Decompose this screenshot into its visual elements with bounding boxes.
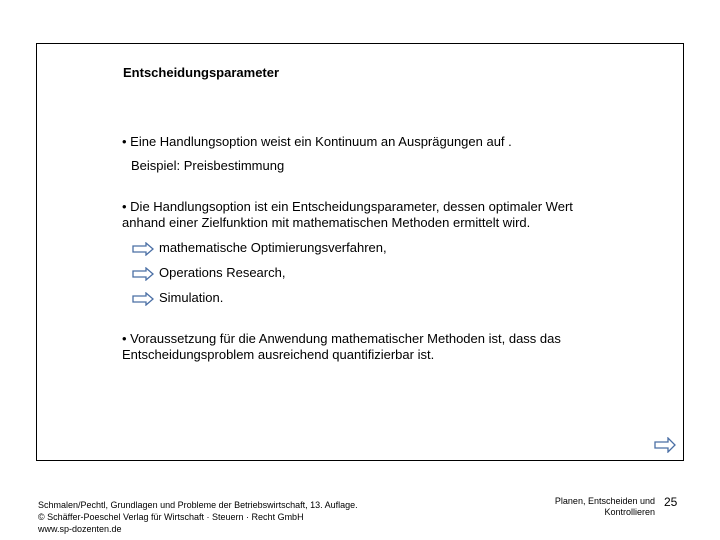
next-slide-button[interactable] xyxy=(654,437,676,458)
chapter-line: Kontrollieren xyxy=(604,507,655,517)
arrow-right-icon xyxy=(654,437,676,453)
citation-line: Schmalen/Pechtl, Grundlagen und Probleme der Betriebswirtschaft, 13. Auflage. xyxy=(38,500,358,510)
bullet-prerequisite xyxy=(122,331,642,363)
method-label: mathematische Optimierungsverfahren, xyxy=(159,240,387,255)
arrow-right-icon xyxy=(132,267,154,281)
bullet-continuum: • Eine Handlungsoption weist ein Kontinuum an Ausprägungen auf . xyxy=(122,134,512,149)
chapter-line: Planen, Entscheiden und xyxy=(554,496,655,506)
method-label: Operations Research, xyxy=(159,265,286,280)
bullet-line: anhand einer Zielfunktion mit mathematischen Methoden ermittelt wird. xyxy=(122,215,531,230)
bullet-line: • Die Handlungsoption ist ein Entscheidungsparameter, dessen optimaler Wert xyxy=(122,199,573,214)
slide-title: Entscheidungsparameter xyxy=(123,65,280,80)
arrow-right-icon xyxy=(132,242,154,256)
citation-line: © Schäffer-Poeschel Verlag für Wirtschaft · Steuern · Recht GmbH xyxy=(38,512,304,522)
bullet-line: Entscheidungsproblem ausreichend quantifizierbar ist. xyxy=(122,347,435,362)
bullet-line: • Voraussetzung für die Anwendung mathematischer Methoden ist, dass das xyxy=(122,331,561,346)
arrow-right-icon xyxy=(132,292,154,306)
page-number: 25 xyxy=(664,495,678,509)
footer-chapter xyxy=(520,496,655,518)
footer-citation xyxy=(38,499,358,535)
bullet-decision-parameter xyxy=(122,199,642,231)
example-text: Beispiel: Preisbestimmung xyxy=(131,158,285,173)
method-label: Simulation. xyxy=(159,290,224,305)
citation-link[interactable]: www.sp-dozenten.de xyxy=(38,524,122,534)
